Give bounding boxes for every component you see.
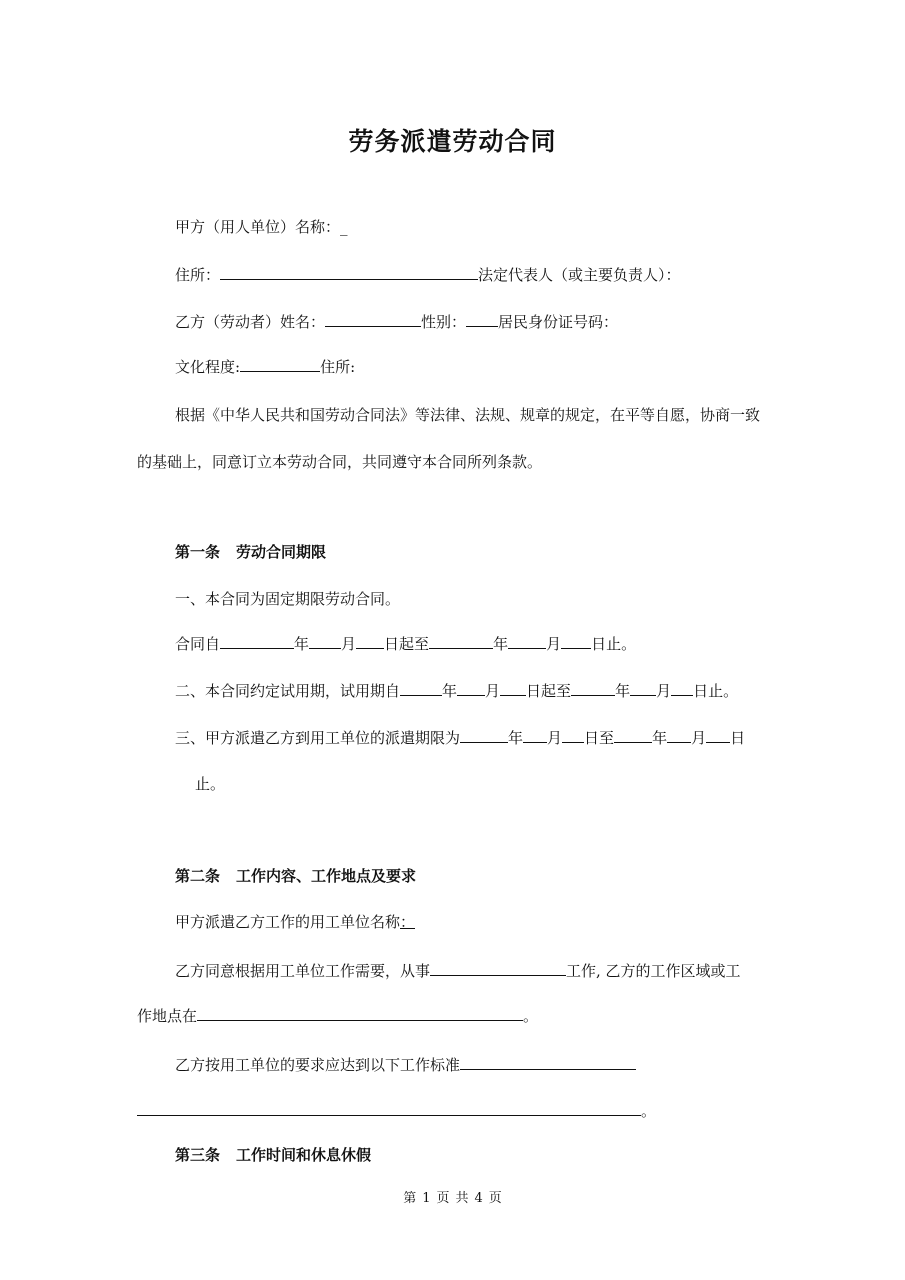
dispatch-term-end: 止。 <box>195 775 226 793</box>
work-standard-blank <box>460 1054 636 1070</box>
end-day-blank <box>561 633 591 649</box>
party-b-line <box>175 311 618 332</box>
month-label: 月 <box>546 635 562 653</box>
dispatch-term-line <box>175 727 745 748</box>
probation-end-year-blank <box>571 680 615 696</box>
year-label: 年 <box>493 635 509 653</box>
year-label: 年 <box>508 729 524 747</box>
work-standard-label: 乙方按用工单位的要求应达到以下工作标准 <box>175 1056 461 1074</box>
party-a-label: 甲方（用人单位）名称： <box>175 218 341 236</box>
address-blank <box>220 264 478 280</box>
dispatch-end-day-blank <box>706 727 730 743</box>
probation-line <box>175 680 738 701</box>
probation-end-month-blank <box>630 680 656 696</box>
day-from-label: 日起至 <box>526 682 572 700</box>
year-label: 年 <box>615 682 631 700</box>
work-standard-continuation <box>137 1100 656 1121</box>
dispatch-start-day-blank <box>562 727 584 743</box>
month-label: 月 <box>691 729 707 747</box>
education-blank <box>240 356 320 372</box>
page-footer: 第 1 页 共 4 页 <box>403 1191 502 1206</box>
employer-unit-label: 甲方派遣乙方工作的用工单位名称 <box>175 913 401 931</box>
term-from-label: 合同自 <box>175 635 221 653</box>
day-from-label: 日起至 <box>384 635 430 653</box>
work-place-blank <box>197 1005 523 1021</box>
education-line <box>175 356 355 377</box>
job-duty-line <box>175 960 741 981</box>
preamble-line-2: 的基础上，同意订立本劳动合同，共同遵守本合同所列条款。 <box>137 453 543 471</box>
article-1-heading <box>175 542 326 562</box>
dispatch-start-month-blank <box>523 727 547 743</box>
work-place-label: 作地点在 <box>137 1007 198 1025</box>
work-place-line <box>137 1005 538 1026</box>
year-label: 年 <box>442 682 458 700</box>
day-end-label: 日止。 <box>591 635 637 653</box>
dispatch-term-label: 三、甲方派遣乙方到用工单位的派遣期限为 <box>175 729 461 747</box>
legal-rep-label: 法定代表人（或主要负责人）： <box>478 266 681 284</box>
probation-start-day-blank <box>500 680 526 696</box>
gender-label: 性别： <box>421 313 467 331</box>
article-1-number: 第一条 <box>175 543 221 561</box>
period: 。 <box>523 1007 539 1025</box>
start-month-blank <box>309 633 341 649</box>
employer-unit-colon: ： <box>400 913 416 931</box>
work-standard-line <box>175 1054 636 1075</box>
job-type-blank <box>430 960 566 976</box>
dispatch-end-year-blank <box>614 727 652 743</box>
contract-term-line <box>175 633 636 654</box>
article-3-number: 第三条 <box>175 1146 221 1164</box>
article-1-title: 劳动合同期限 <box>236 543 327 561</box>
name-blank <box>325 311 421 327</box>
article-1-item-1: 一、本合同为固定期限劳动合同。 <box>175 590 401 608</box>
day-end-label: 日止。 <box>693 682 739 700</box>
article-2-number: 第二条 <box>175 867 221 885</box>
education-label: 文化程度: <box>175 358 241 376</box>
probation-start-year-blank <box>400 680 442 696</box>
job-duty-label: 乙方同意根据用工单位工作需要，从事 <box>175 962 431 980</box>
article-2-title: 工作内容、工作地点及要求 <box>236 867 417 885</box>
page-number: 1 <box>422 1191 431 1206</box>
employer-unit-line <box>175 912 415 932</box>
start-day-blank <box>356 633 384 649</box>
document-title: 劳务派遣劳动合同 <box>348 127 557 156</box>
total-pages: 4 <box>474 1191 483 1206</box>
day-to-label: 日至 <box>584 729 615 747</box>
year-label: 年 <box>652 729 668 747</box>
party-b-label: 乙方（劳动者）姓名： <box>175 313 326 331</box>
year-label: 年 <box>294 635 310 653</box>
start-year-blank <box>220 633 294 649</box>
end-month-blank <box>508 633 546 649</box>
preamble-line-1: 根据《中华人民共和国劳动合同法》等法律、法规、规章的规定，在平等自愿，协商一致 <box>175 406 761 424</box>
month-label: 月 <box>547 729 563 747</box>
month-label: 月 <box>485 682 501 700</box>
residence-label: 住所: <box>320 358 356 376</box>
month-label: 月 <box>341 635 357 653</box>
probation-end-day-blank <box>671 680 693 696</box>
party-a-suffix: _ <box>340 218 348 236</box>
day-label: 日 <box>730 729 746 747</box>
dispatch-start-year-blank <box>460 727 508 743</box>
work-standard-blank-2 <box>137 1100 641 1116</box>
end-year-blank <box>429 633 493 649</box>
address-label: 住所： <box>175 266 221 284</box>
article-2-heading <box>175 866 416 886</box>
party-a-line <box>175 217 348 237</box>
work-area-label: 工作, 乙方的工作区域或工 <box>566 962 741 980</box>
address-line <box>175 264 681 285</box>
month-label: 月 <box>656 682 672 700</box>
period: 。 <box>641 1102 657 1120</box>
dispatch-end-month-blank <box>667 727 691 743</box>
article-3-heading <box>175 1145 371 1165</box>
id-label: 居民身份证号码： <box>498 313 619 331</box>
probation-start-month-blank <box>457 680 485 696</box>
article-3-title: 工作时间和休息休假 <box>236 1146 372 1164</box>
gender-blank <box>466 311 498 327</box>
probation-label: 二、本合同约定试用期，试用期自 <box>175 682 401 700</box>
